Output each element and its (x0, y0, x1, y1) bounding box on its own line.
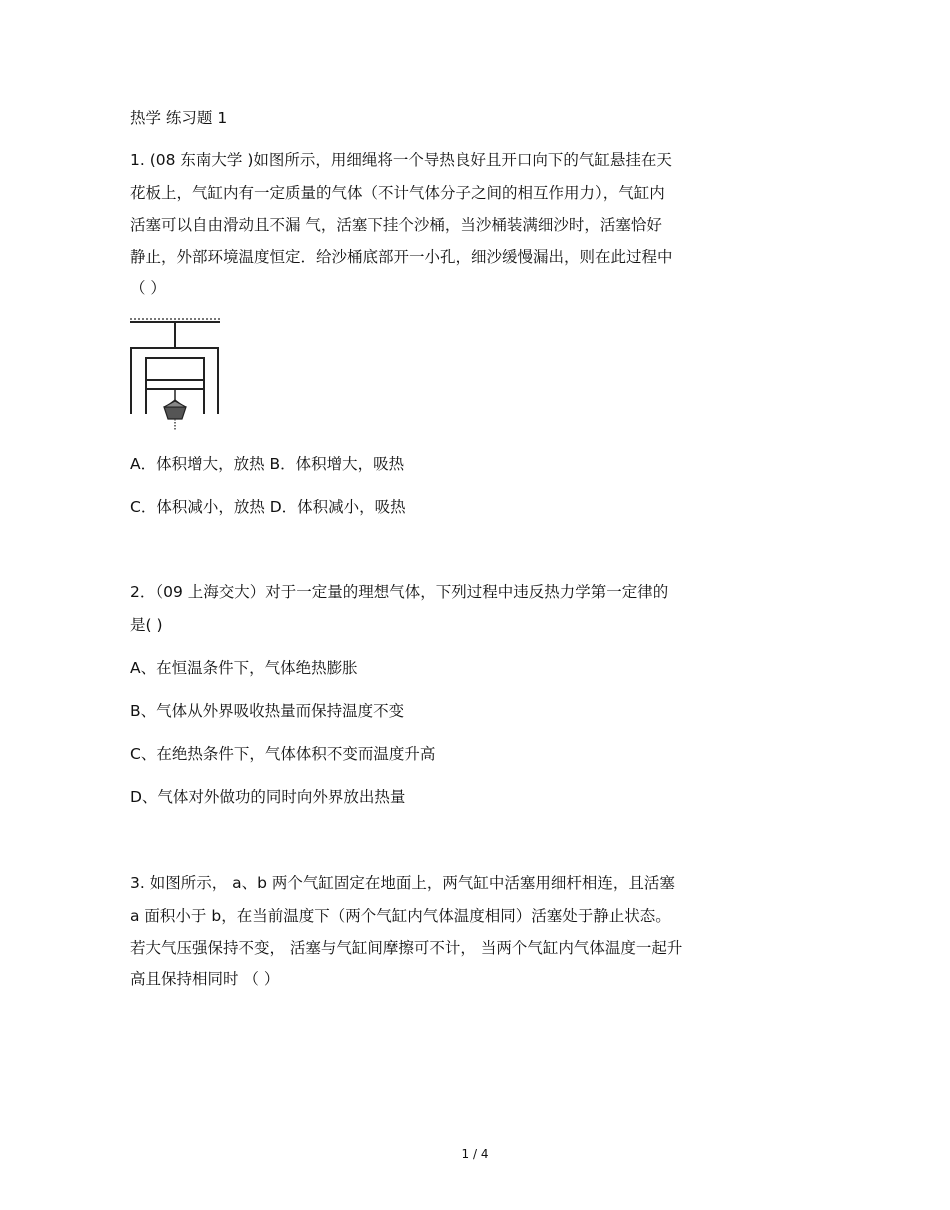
q3-line-1: 3. 如图所示， a、b 两个气缸固定在地面上，两气缸中活塞用细杆相连，且活塞 (130, 874, 675, 892)
q1-cylinder-figure (128, 318, 228, 438)
q2-line-2: 是( ) (130, 616, 163, 634)
q2-option-d: D、气体对外做功的同时向外界放出热量 (130, 788, 406, 806)
q3-line-2: a 面积小于 b，在当前温度下（两个气缸内气体温度相同）活塞处于静止状态。 (130, 907, 671, 925)
q1-line-3: 活塞可以自由滑动且不漏 气，活塞下挂个沙桶，当沙桶装满细沙时，活塞恰好 (130, 216, 662, 234)
q1-line-1: 1. (08 东南大学 )如图所示，用细绳将一个导热良好且开口向下的气缸悬挂在天 (130, 151, 672, 169)
q1-line-5: （ ） (130, 279, 166, 297)
q2-option-b: B、气体从外界吸收热量而保持温度不变 (130, 702, 405, 720)
q3-line-4: 高且保持相同时 （ ） (130, 970, 280, 988)
q1-line-2: 花板上，气缸内有一定质量的气体（不计气体分子之间的相互作用力），气缸内 (130, 184, 665, 202)
q3-line-3: 若大气压强保持不变， 活塞与气缸间摩擦可不计， 当两个气缸内气体温度一起升 (130, 939, 683, 957)
page-number: 1 / 4 (461, 1147, 489, 1161)
q1-options-row-2: C．体积减小，放热 D．体积减小，吸热 (130, 498, 406, 516)
q1-line-4: 静止，外部环境温度恒定．给沙桶底部开一小孔，细沙缓慢漏出，则在此过程中 (130, 248, 673, 266)
q2-option-a: A、在恒温条件下，气体绝热膨胀 (130, 659, 358, 677)
q2-line-1: 2．（09 上海交大）对于一定量的理想气体，下列过程中违反热力学第一定律的 (130, 583, 669, 601)
q2-option-c: C、在绝热条件下，气体体积不变而温度升高 (130, 745, 436, 763)
page-title: 热学 练习题 1 (130, 109, 228, 127)
q1-options-row-1: A．体积增大，放热 B．体积增大，吸热 (130, 455, 405, 473)
